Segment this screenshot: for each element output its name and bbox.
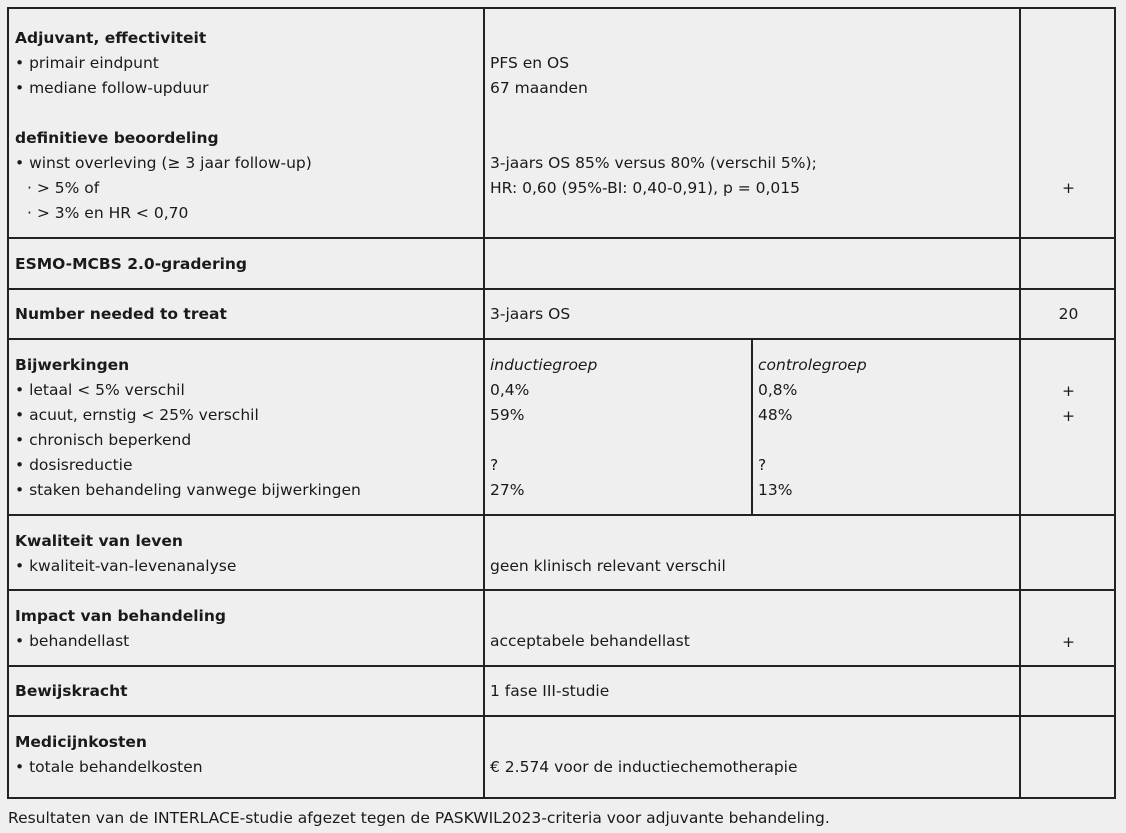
side-col2-head: controlegroep: [758, 356, 867, 374]
impact-title: Impact van behandeling: [15, 607, 226, 625]
side-score: +: [1062, 382, 1075, 400]
cost-val: € 2.574 voor de inductiechemotherapie: [490, 758, 798, 776]
row-divider: [7, 288, 1116, 290]
side-item: • staken behandeling vanwege bijwerkingen: [15, 481, 361, 499]
side-col1-val: ?: [490, 456, 499, 474]
effect-subtitle: definitieve beoordeling: [15, 129, 219, 147]
effect-val-4: HR: 0,60 (95%-BI: 0,40-0,91), p = 0,015: [490, 179, 800, 197]
side-col1-head: inductiegroep: [490, 356, 598, 374]
qol-item: • kwaliteit-van-levenanalyse: [15, 557, 237, 575]
row-divider: [7, 237, 1116, 239]
side-item: • letaal < 5% verschil: [15, 381, 185, 399]
side-col2-val: ?: [758, 456, 767, 474]
side-score: +: [1062, 407, 1075, 425]
nnt-title: Number needed to treat: [15, 305, 227, 323]
col-divider-side: [751, 339, 753, 515]
cost-title: Medicijnkosten: [15, 733, 147, 751]
col-divider-1: [483, 7, 485, 799]
evidence-val: 1 fase III-studie: [490, 682, 610, 700]
effect-item-3: • winst overleving (≥ 3 jaar follow-up): [15, 154, 312, 172]
side-col2-val: 0,8%: [758, 381, 798, 399]
side-item: • chronisch beperkend: [15, 431, 192, 449]
side-col2-val: 48%: [758, 406, 793, 424]
impact-val: acceptabele behandellast: [490, 632, 690, 650]
side-col1-val: 0,4%: [490, 381, 530, 399]
table-caption: Resultaten van de INTERLACE-studie afgezet tegen de PASKWIL2023-criteria voor adjuvante behandeling.: [8, 809, 830, 827]
side-item: • dosisreductie: [15, 456, 133, 474]
side-col2-val: 13%: [758, 481, 793, 499]
evidence-title: Bewijskracht: [15, 682, 128, 700]
row-divider: [7, 338, 1116, 340]
qol-title: Kwaliteit van leven: [15, 532, 183, 550]
effect-score: +: [1062, 179, 1075, 197]
side-title: Bijwerkingen: [15, 356, 130, 374]
effect-val-1: PFS en OS: [490, 54, 570, 72]
impact-item: • behandellast: [15, 632, 130, 650]
qol-val: geen klinisch relevant verschil: [490, 557, 726, 575]
effect-item-2: • mediane follow-upduur: [15, 79, 209, 97]
row-divider: [7, 589, 1116, 591]
impact-score: +: [1062, 633, 1075, 651]
side-col1-val: 27%: [490, 481, 525, 499]
cost-item: • totale behandelkosten: [15, 758, 203, 776]
row-divider: [7, 514, 1116, 516]
effect-title: Adjuvant, effectiviteit: [15, 29, 207, 47]
row-divider: [7, 665, 1116, 667]
nnt-val: 3-jaars OS: [490, 305, 571, 323]
effect-item-4: · > 5% of: [27, 179, 100, 197]
side-item: • acuut, ernstig < 25% verschil: [15, 406, 259, 424]
esmo-title: ESMO-MCBS 2.0-gradering: [15, 255, 248, 273]
nnt-score: 20: [1058, 305, 1079, 323]
row-divider: [7, 715, 1116, 717]
side-col1-val: 59%: [490, 406, 525, 424]
effect-val-2: 67 maanden: [490, 79, 588, 97]
effect-val-3: 3-jaars OS 85% versus 80% (verschil 5%);: [490, 154, 817, 172]
effect-item-1: • primair eindpunt: [15, 54, 159, 72]
effect-item-5: · > 3% en HR < 0,70: [27, 204, 189, 222]
